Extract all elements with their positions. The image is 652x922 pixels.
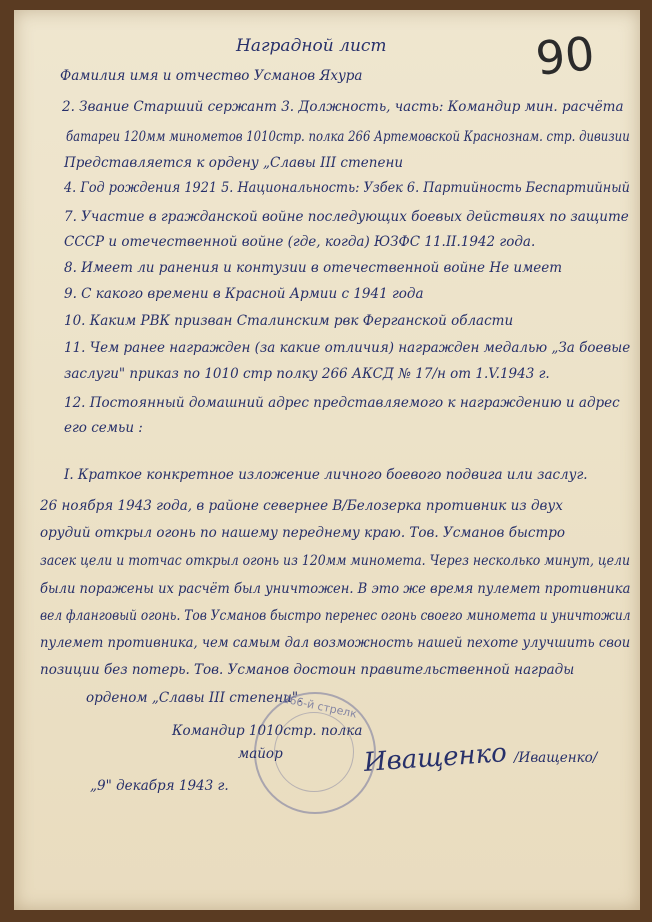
narrative-line: позиции без потерь. Тов. Усманов достоин правительственной награды	[40, 662, 575, 678]
field-birth-nationality: 4. Год рождения 1921 5. Национальность: Узбек 6. Партийность Беспартийный	[64, 180, 630, 196]
field-participation-2: СССР и отечественной войне (где, когда) ЮЗФС 11.II.1942 года.	[64, 234, 536, 250]
field-wounds: 8. Имеет ли ранения и контузии в отечественной войне Не имеет	[64, 260, 563, 276]
narrative-line: орудий открыл огонь по нашему переднему краю. Тов. Усманов быстро	[40, 525, 566, 541]
field-conscripted-by: 10. Каким РВК призван Сталинским рвк Ферганской области	[64, 313, 514, 329]
narrative-line: орденом „Славы III степени".	[86, 690, 303, 706]
field-nominated-for: Представляется к ордену „Славы III степени	[64, 155, 404, 171]
award-sheet	[14, 10, 640, 910]
field-address-1: 12. Постоянный домашний адрес представляемого к награждению и адрес	[64, 395, 620, 411]
commander-rank: майор	[238, 746, 283, 762]
narrative-heading: I. Краткое конкретное изложение личного боевого подвига или заслуг.	[64, 467, 588, 483]
field-name: Фамилия имя и отчество Усманов Яхура	[60, 68, 363, 84]
narrative-line: засек цели и тотчас открыл огонь из 120мм миномета. Через несколько минут, цели	[40, 553, 631, 569]
stamp-text: 266-й стрелк	[281, 692, 359, 721]
archive-number: 90	[533, 26, 598, 86]
narrative-line: были поражены их расчёт был уничтожен. В это же время пулемет противника	[40, 581, 631, 597]
field-previous-awards-1: 11. Чем ранее награжден (за какие отличия) награжден медалью „За боевые	[64, 340, 631, 356]
field-army-since: 9. С какого времени в Красной Армии с 1941 года	[64, 286, 424, 302]
commander-signature: Иващенко	[362, 738, 508, 778]
document-title: Наградной лист	[236, 36, 387, 56]
document-date: „9" декабря 1943 г.	[90, 778, 229, 794]
field-unit: батареи 120мм минометов 1010стр. полка 266 Артемовской Краснознам. стр. дивизии	[66, 129, 630, 145]
narrative-line: пулемет противника, чем самым дал возможность нашей пехоте улучшить свои	[40, 635, 631, 651]
field-previous-awards-2: заслуги" приказ по 1010 стр полку 266 АКСД № 17/н от 1.V.1943 г.	[64, 366, 550, 382]
field-address-2: его семьи :	[64, 420, 143, 436]
field-rank-position: 2. Звание Старший сержант 3. Должность, часть: Командир мин. расчёта	[62, 99, 624, 115]
commander-title: Командир 1010стр. полка	[172, 723, 363, 739]
narrative-line: 26 ноября 1943 года, в районе севернее В/Белозерка противник из двух	[40, 498, 563, 514]
field-participation-1: 7. Участие в гражданской войне последующих боевых действиях по защите	[64, 209, 629, 225]
narrative-line: вел фланговый огонь. Тов Усманов быстро перенес огонь своего миномета и уничтожил	[40, 608, 631, 624]
commander-name: /Иващенко/	[514, 750, 598, 766]
